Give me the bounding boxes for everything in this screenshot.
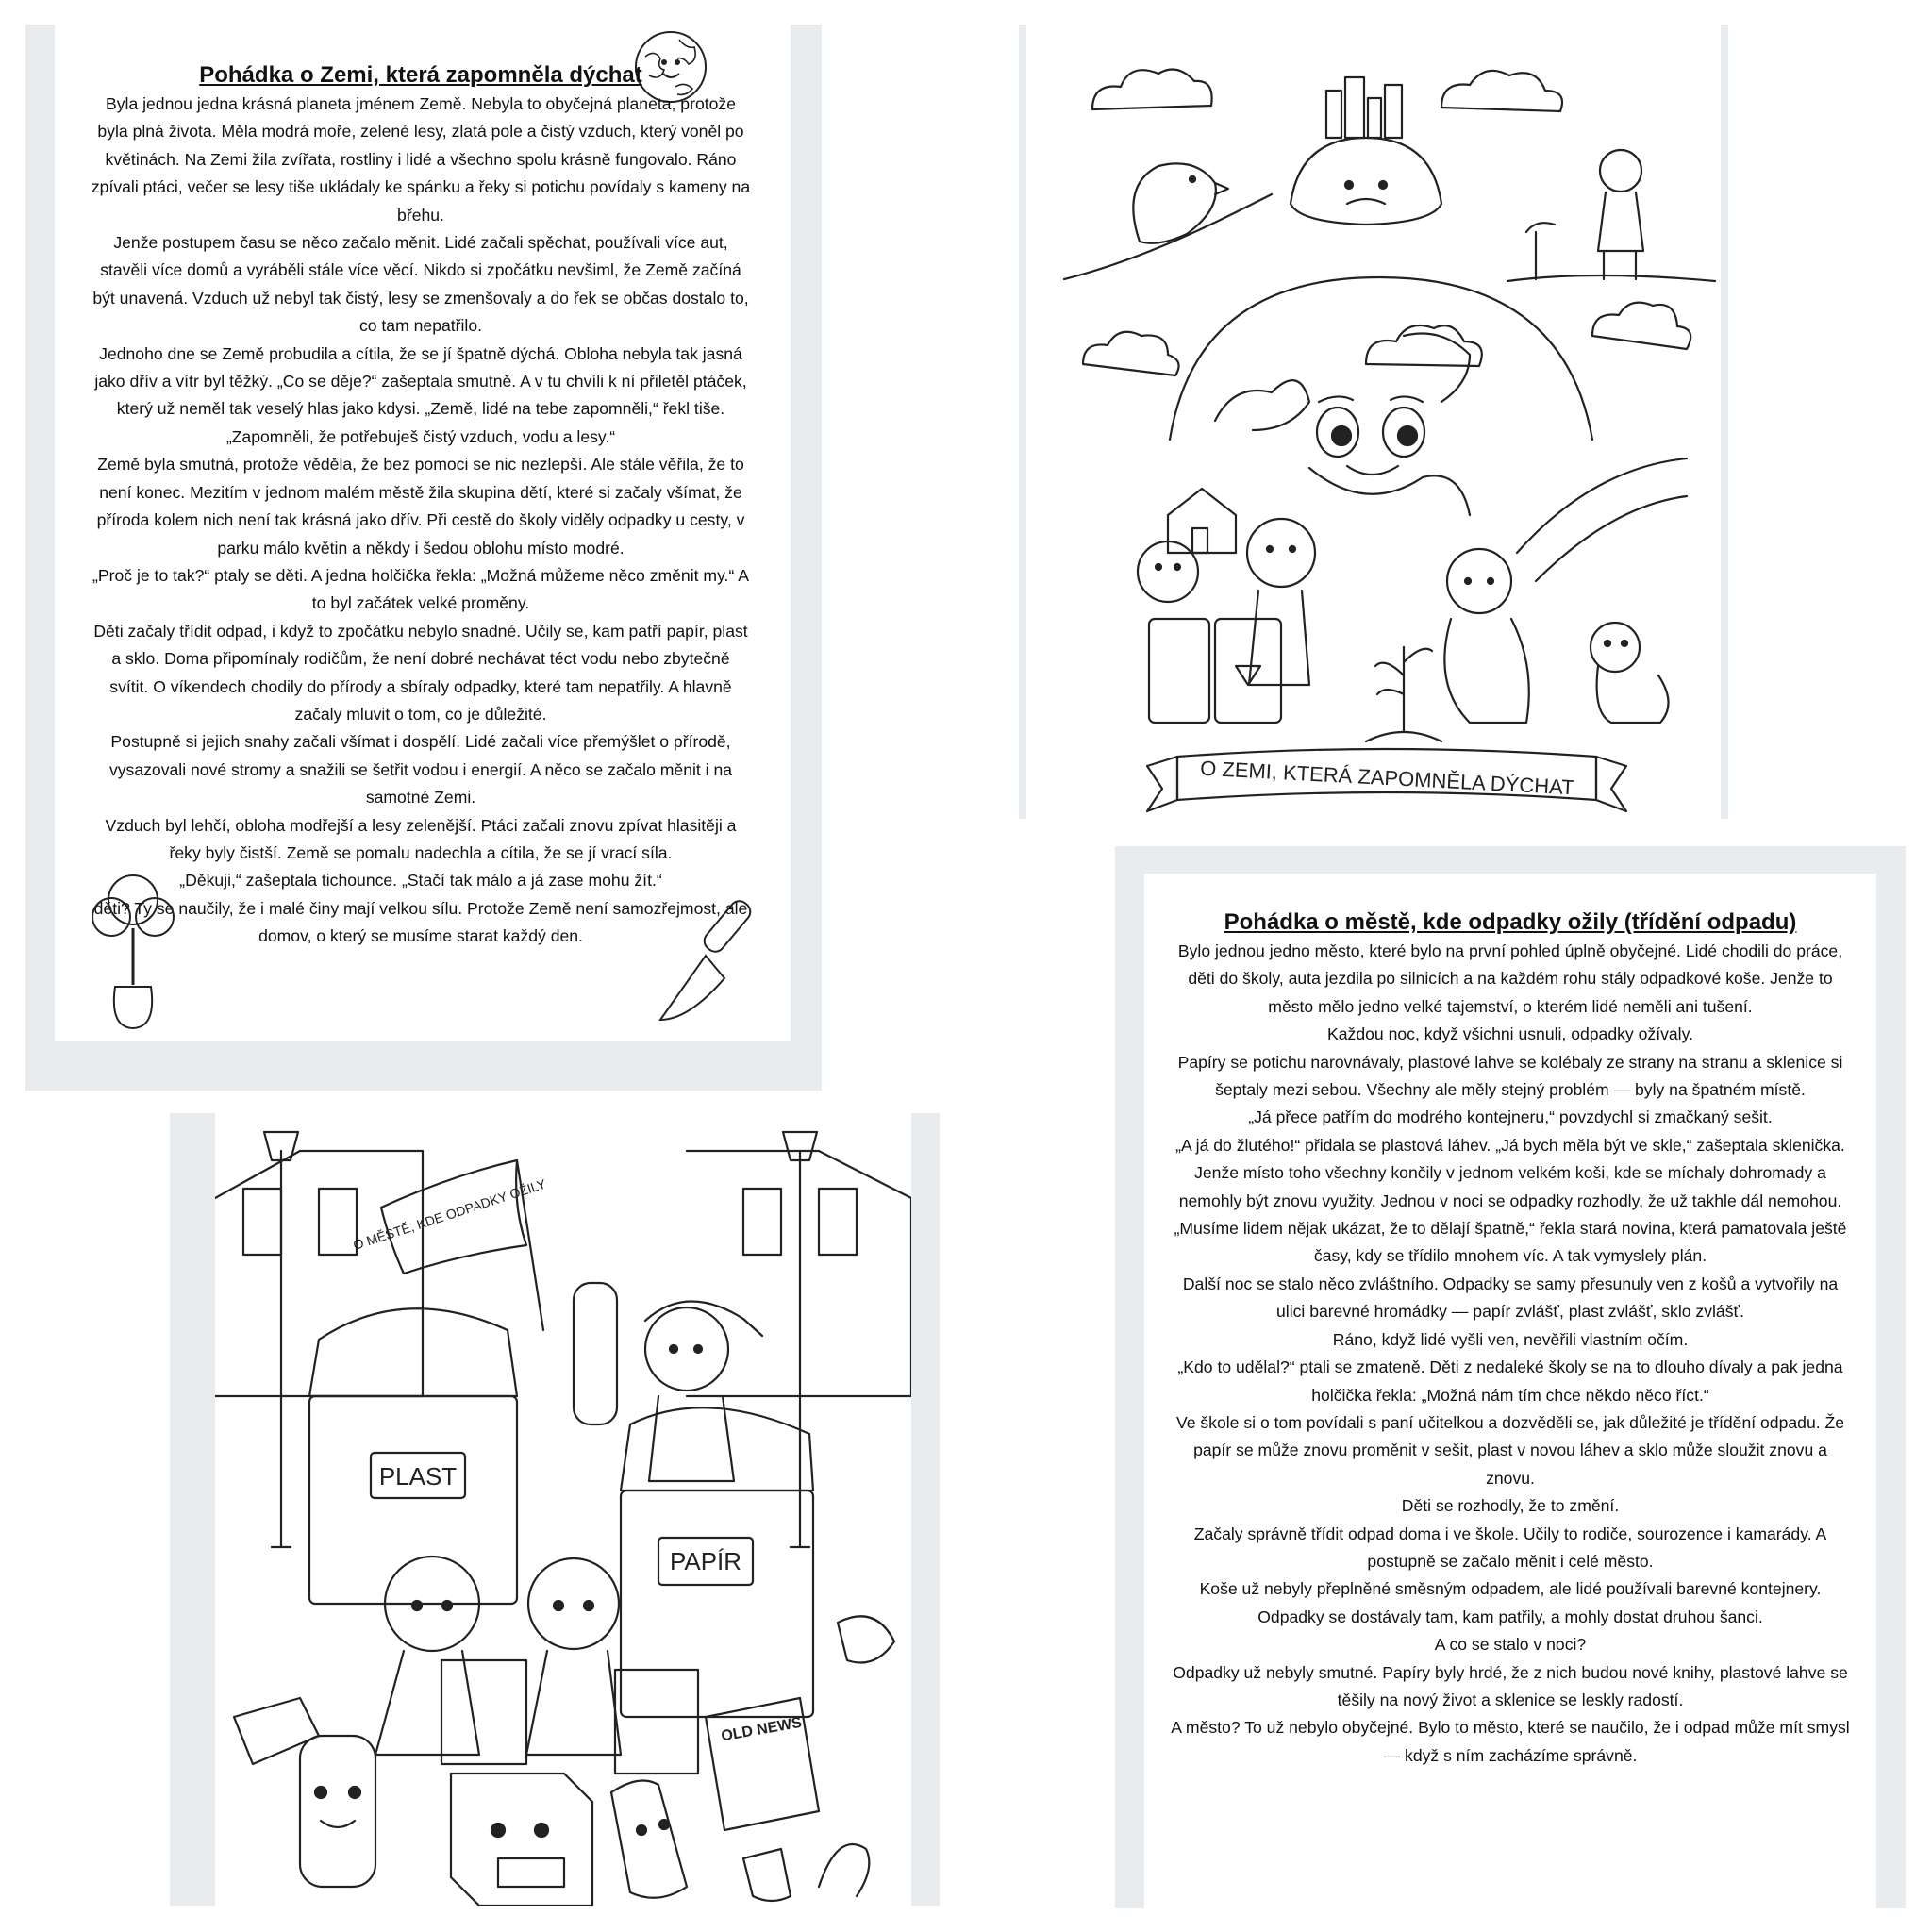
story1-page bbox=[55, 25, 791, 1041]
trowel-icon bbox=[651, 888, 783, 1029]
story1-paragraph: Země byla smutná, protože věděla, že bez pomoci se nic nezlepší. Ale stále věřila, že to není konec. Mezitím v jednom malém městě žila skupina dětí, které si začaly všímat, že příroda kolem nich není tak krásná jako dřív. Při cestě do školy viděly odpadky u cesty, v parku málo květin a někdy i šedou oblohu místo modré. bbox=[96, 455, 745, 558]
coloring2-illustration bbox=[215, 1113, 911, 1906]
story2-paragraph: Ve škole si o tom povídali s paní učitelkou a dozvěděli se, jak důležité je třídění odpadu. Že papír se může znovu proměnit v sešit, plast v novou láhev a sklo může sloužit znovu a znovu. bbox=[1175, 1412, 1845, 1488]
coloring1-illustration bbox=[1026, 25, 1721, 819]
story1-paragraph: děti? Ty se naučily, že i malé činy mají velkou sílu. Protože Země není samozřejmost, ale domov, o který se musíme starat každý den. bbox=[93, 898, 748, 946]
story2-page bbox=[1144, 874, 1876, 1911]
bin-papir-label: PAPÍR bbox=[669, 1547, 742, 1575]
story2-paragraph: Odpadky už nebyly smutné. Papíry byly hrdé, že z nich budou nové knihy, plastové lahve se těšily na nový život a sklenice se leskly radostí. bbox=[1173, 1662, 1848, 1709]
story1-paragraph: „Děkuji,“ zašeptala tichounce. „Stačí tak málo a já zase mohu žít.“ bbox=[179, 871, 662, 891]
story2-paragraph: Bylo jednou jedno město, které bylo na první pohled úplně obyčejné. Lidé chodili do práce, děti do školy, auta jezdila po silnicích a na každém rohu stály odpadkové koše. Jenže to město mělo jedno velké tajemství, o kterém lidé neměli ani tušení. bbox=[1177, 941, 1843, 1016]
story2-paragraph: Koše už nebyly přeplněné směsným odpadem, ale lidé používali barevné kontejnery. Odpadky se dostávaly tam, kam patřily, a mohly dostat druhou šanci. bbox=[1199, 1579, 1822, 1626]
story2-paragraph: Jenže místo toho všechny končily v jednom velkém koši, kde se míchaly dohromady a nemohly být znovu využity. Jednou v noci se odpadky rozhodly, že už takhle dál nemohou. „Musíme lidem nějak ukázat, že to dělají špatně,“ řekla stará novina, která pamatovala ještě časy, kdy se třídilo mnohem víc. A tak vymyslely plán. bbox=[1174, 1163, 1847, 1266]
story1-title: Pohádka o Zemi, která zapomněla dýchat bbox=[199, 62, 642, 88]
story2-paragraph: A co se stalo v noci? bbox=[1434, 1635, 1587, 1655]
story1-paragraph: Děti začaly třídit odpad, i když to zpočátku nebylo snadné. Učily se, kam patří papír, plast a sklo. Doma připomínaly rodičům, že není dobré nechávat téct vodu nebo zbytečně svítit. O víkendech chodily do přírody a sbíraly odpadky, které tam nepatřily. A hlavně začaly mluvit o tom, co je důležité. bbox=[93, 621, 748, 724]
story2-paragraph: Začaly správně třídit odpad doma i ve škole. Učily to rodiče, sourozence i kamarády. A postupně se začalo měnit i celé město. bbox=[1193, 1524, 1827, 1571]
story1-paragraph: Jednoho dne se Země probudila a cítila, že se jí špatně dýchá. Obloha nebyla tak jasná jako dřív a vítr byl těžký. „Co se děje?“ zašeptala smutně. A v tu chvíli k ní přiletěl ptáček, který už neměl tak veselý hlas jako kdysi. „Země, lidé na tebe zapomněli,“ řekl tiše. „Zapomněli, že potřebuješ čistý vzduch, vodu a lesy.“ bbox=[94, 343, 747, 446]
coloring2-flag-text: O MĚSTĚ, KDE ODPADKY OŽILY bbox=[351, 1175, 548, 1253]
story1-paragraph: „Proč je to tak?“ ptaly se děti. A jedna holčička řekla: „Možná můžeme něco změnit my.“ A to byl začátek velké proměny. bbox=[92, 565, 749, 613]
story2-paragraph: „Já přece patřím do modrého kontejneru,“ povzdychl si zmačkaný sešit. bbox=[1248, 1108, 1773, 1127]
story1-paragraph: Postupně si jejich snahy začali všímat i dospělí. Lidé začali více přemýšlet o přírodě, vysazovali nové stromy a snažili se šetřit vodou i energií. A něco se začalo měnit i na samotné Zemi. bbox=[108, 732, 733, 808]
potted-tree-icon bbox=[81, 862, 185, 1032]
story1-body bbox=[91, 91, 751, 951]
story2-paragraph: A město? To už nebylo obyčejné. Bylo to město, které se naučilo, že i odpad může mít smysl — když s ním zacházíme správně. bbox=[1171, 1718, 1850, 1765]
story1-paragraph: Byla jednou jedna krásná planeta jménem Země. Nebyla to obyčejná planeta, protože byla plná života. Měla modrá moře, zelené lesy, zlatá pole a čistý vzduch, který voněl po květinách. Na Zemi žila zvířata, rostliny i lidé a všechno spolu krásně fungovalo. Ráno zpívali ptáci, večer se lesy tiše ukládaly ke spánku a řeky si potichu povídaly s kameny na břehu. bbox=[91, 94, 751, 225]
bin-plast-label: PLAST bbox=[378, 1462, 458, 1491]
story2-paragraph: Další noc se stalo něco zvláštního. Odpadky se samy přesunuly ven z košů a vytvořily na ulici barevné hromádky — papír zvlášť, plast zvlášť, sklo zvlášť. bbox=[1182, 1274, 1839, 1322]
story2-paragraph: „A já do žlutého!“ přidala se plastová láhev. „Já bych měla být ve skle,“ zašeptala sklenička. bbox=[1175, 1135, 1845, 1155]
story1-paragraph: Vzduch byl lehčí, obloha modřejší a lesy zelenější. Ptáci začali znovu zpívat hlasitěji a řeky byly čistší. Země se pomalu nadechla a cítila, že se jí vrací síla. bbox=[105, 815, 737, 862]
story2-paragraph: Ráno, když lidé vyšli ven, nevěřili vlastním očím. bbox=[1332, 1329, 1689, 1349]
story1-paragraph: Jenže postupem času se něco začalo měnit. Lidé začali spěchat, používali více aut, stavěli více domů a vyráběli stále více věcí. Nikdo si zpočátku nevšiml, že Země začíná být unavená. Vzduch už nebyl tak čistý, lesy se zmenšovaly a do řek se občas dostalo to, co tam nepatřilo. bbox=[92, 233, 749, 336]
coloring1-banner-text: O ZEMI, KTERÁ ZAPOMNĚLA DÝCHAT bbox=[1199, 756, 1575, 800]
story2-paragraph: „Kdo to udělal?“ ptali se zmateně. Děti z nedaleké školy se na to dlouho dívaly a pak jedna holčička řekla: „Možná nám tím chce někdo něco říct.“ bbox=[1177, 1357, 1843, 1405]
story2-paragraph: Každou noc, když všichni usnuli, odpadky ožívaly. bbox=[1327, 1024, 1693, 1044]
story2-paragraph: Papíry se potichu narovnávaly, plastové lahve se kolébaly ze strany na stranu a sklenice si šeptaly mezi sebou. Všechny ale měly stejný problém — byly na špatném místě. bbox=[1177, 1052, 1843, 1100]
story2-paragraph: Děti se rozhodly, že to změní. bbox=[1401, 1496, 1620, 1516]
story2-title: Pohádka o městě, kde odpadky ožily (třídění odpadu) bbox=[1224, 909, 1797, 935]
newspaper-label: OLD NEWS bbox=[720, 1714, 804, 1745]
story2-body bbox=[1171, 938, 1850, 1770]
